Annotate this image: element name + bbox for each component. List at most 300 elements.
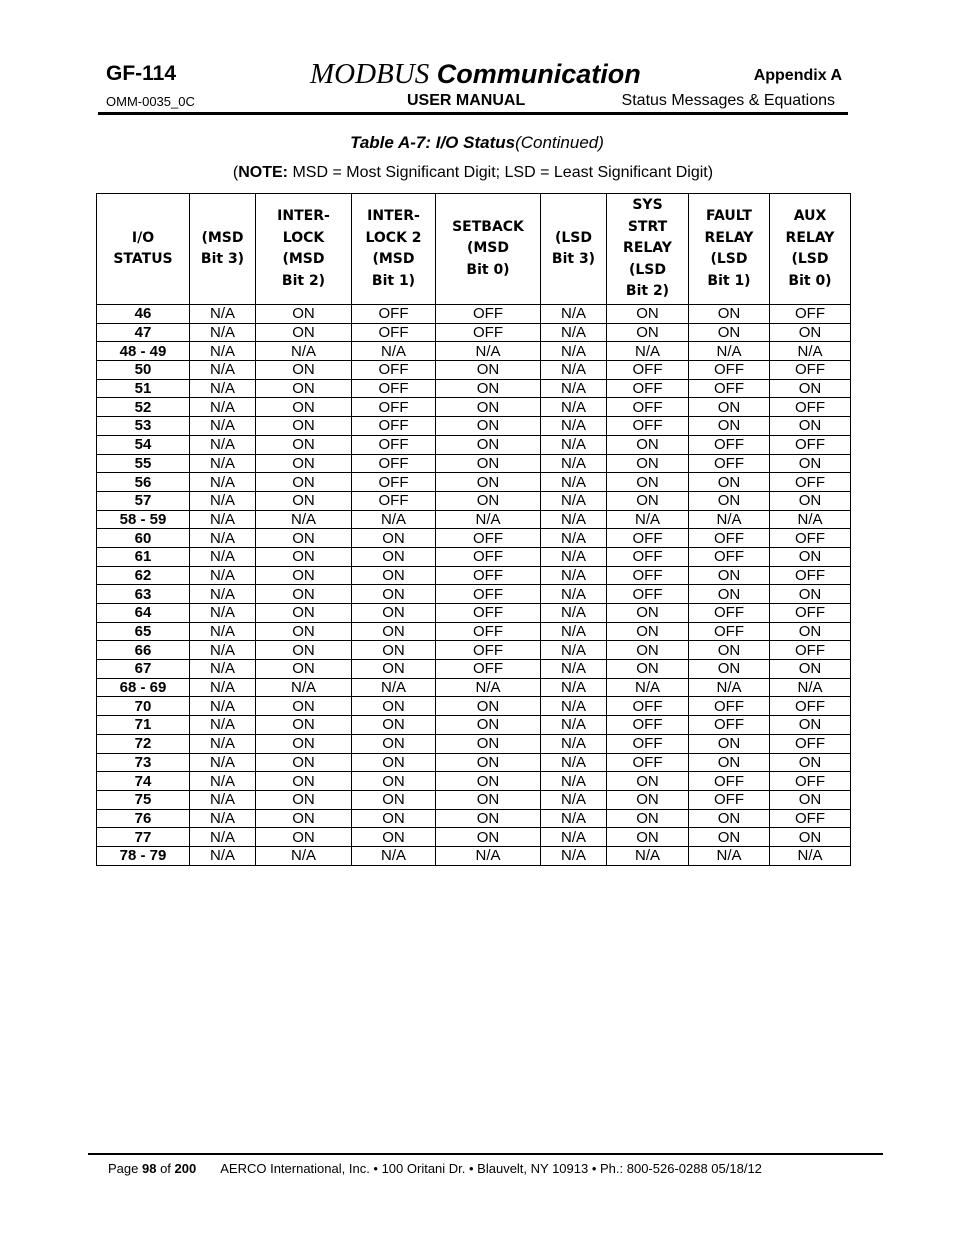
table-row: [97, 585, 851, 604]
table-cell: N/A: [541, 660, 607, 679]
column-header-line: Bit 0): [788, 272, 832, 289]
table-cell: N/A: [541, 697, 607, 716]
table-row: [97, 734, 851, 753]
table-cell: ON: [256, 753, 352, 772]
table-cell: ON: [352, 772, 436, 791]
column-header-line: Bit 3): [551, 251, 596, 267]
table-cell: ON: [352, 716, 436, 735]
column-header-line: (MSD: [201, 229, 244, 246]
table-cell: N/A: [436, 510, 541, 529]
table-cell: N/A: [190, 547, 256, 566]
table-row: [97, 491, 851, 510]
io-status-cell: 53: [97, 417, 190, 436]
table-cell: OFF: [352, 305, 436, 324]
io-status-cell: 68 - 69: [97, 678, 190, 697]
io-status-cell: 46: [97, 305, 190, 324]
table-cell: ON: [256, 641, 352, 660]
table-cell: OFF: [607, 417, 689, 436]
table-cell: ON: [256, 379, 352, 398]
io-status-cell: 50: [97, 361, 190, 380]
io-status-cell: 70: [97, 697, 190, 716]
table-cell: OFF: [436, 566, 541, 585]
table-cell: OFF: [352, 454, 436, 473]
table-cell: OFF: [689, 547, 770, 566]
table-cell: N/A: [352, 846, 436, 865]
table-cell: N/A: [190, 622, 256, 641]
column-header-line: LOCK: [282, 229, 325, 246]
table-cell: ON: [607, 641, 689, 660]
table-cell: N/A: [256, 342, 352, 361]
table-cell: N/A: [190, 473, 256, 492]
table-cell: OFF: [689, 697, 770, 716]
table-cell: ON: [352, 790, 436, 809]
table-cell: ON: [436, 809, 541, 828]
manual-label: USER MANUAL: [407, 92, 526, 109]
table-row: [97, 323, 851, 342]
table-cell: ON: [256, 716, 352, 735]
table-cell: OFF: [436, 529, 541, 548]
table-cell: N/A: [541, 361, 607, 380]
table-cell: N/A: [256, 510, 352, 529]
io-status-cell: 78 - 79: [97, 846, 190, 865]
table-cell: ON: [436, 454, 541, 473]
table-cell: OFF: [770, 305, 851, 324]
table-cell: ON: [607, 828, 689, 847]
column-header: [770, 194, 851, 305]
table-cell: N/A: [541, 585, 607, 604]
table-title-continued: (Continued): [515, 133, 604, 152]
table-cell: OFF: [689, 361, 770, 380]
table-cell: OFF: [607, 547, 689, 566]
note-text: MSD = Most Significant Digit; LSD = Least Significant Digit): [288, 164, 714, 181]
table-cell: ON: [352, 566, 436, 585]
io-status-cell: 67: [97, 660, 190, 679]
table-cell: N/A: [607, 678, 689, 697]
column-header-line: Bit 1): [371, 272, 416, 289]
table-cell: OFF: [770, 734, 851, 753]
table-cell: N/A: [541, 417, 607, 436]
table-cell: OFF: [607, 379, 689, 398]
table-cell: N/A: [190, 790, 256, 809]
table-cell: OFF: [352, 435, 436, 454]
table-row: [97, 379, 851, 398]
table-cell: ON: [352, 753, 436, 772]
table-cell: ON: [770, 379, 851, 398]
table-cell: N/A: [541, 510, 607, 529]
table-cell: ON: [770, 828, 851, 847]
table-cell: ON: [607, 809, 689, 828]
table-cell: OFF: [436, 604, 541, 623]
table-row: [97, 510, 851, 529]
table-cell: ON: [256, 361, 352, 380]
title-modbus: MODBUS: [310, 58, 430, 90]
column-header-line: (LSD: [628, 261, 667, 278]
table-cell: ON: [689, 305, 770, 324]
table-cell: OFF: [689, 454, 770, 473]
io-status-cell: 61: [97, 547, 190, 566]
table-cell: ON: [352, 585, 436, 604]
table-cell: OFF: [436, 660, 541, 679]
table-cell: OFF: [607, 585, 689, 604]
table-cell: ON: [689, 473, 770, 492]
table-cell: ON: [770, 753, 851, 772]
table-cell: N/A: [190, 566, 256, 585]
table-cell: ON: [256, 454, 352, 473]
section-label: Status Messages & Equations: [621, 92, 835, 109]
column-header-line: FAULT: [706, 208, 752, 224]
footer-rule: [88, 1153, 883, 1155]
table-cell: ON: [352, 697, 436, 716]
table-cell: N/A: [190, 398, 256, 417]
table-cell: ON: [436, 734, 541, 753]
column-header: [256, 194, 352, 305]
table-cell: OFF: [352, 398, 436, 417]
table-cell: OFF: [352, 379, 436, 398]
io-status-cell: 55: [97, 454, 190, 473]
table-cell: ON: [352, 529, 436, 548]
table-cell: ON: [256, 604, 352, 623]
table-cell: OFF: [689, 529, 770, 548]
table-cell: N/A: [541, 790, 607, 809]
table-cell: ON: [689, 734, 770, 753]
io-status-cell: 54: [97, 435, 190, 454]
column-header-line: Bit 1): [707, 272, 751, 289]
table-cell: N/A: [541, 529, 607, 548]
table-row: [97, 846, 851, 865]
table-cell: N/A: [190, 697, 256, 716]
table-row: [97, 716, 851, 735]
table-cell: ON: [689, 660, 770, 679]
column-header-line: Bit 2): [625, 283, 670, 300]
table-cell: N/A: [541, 398, 607, 417]
column-header-line: (LSD: [791, 251, 829, 267]
table-cell: N/A: [541, 566, 607, 585]
table-title: [0, 133, 954, 153]
table-cell: OFF: [770, 809, 851, 828]
table-cell: N/A: [541, 734, 607, 753]
table-cell: OFF: [689, 772, 770, 791]
column-header-line: AUX: [793, 208, 827, 224]
column-header-line: Bit 0): [466, 261, 510, 278]
table-cell: ON: [436, 491, 541, 510]
table-cell: ON: [436, 417, 541, 436]
table-cell: ON: [607, 604, 689, 623]
io-status-cell: 73: [97, 753, 190, 772]
table-cell: N/A: [190, 641, 256, 660]
table-cell: ON: [770, 790, 851, 809]
table-cell: N/A: [770, 342, 851, 361]
table-cell: ON: [256, 491, 352, 510]
table-cell: OFF: [352, 491, 436, 510]
table-cell: ON: [689, 753, 770, 772]
table-cell: OFF: [689, 379, 770, 398]
table-row: [97, 697, 851, 716]
table-cell: N/A: [541, 379, 607, 398]
table-row: [97, 660, 851, 679]
table-cell: ON: [352, 734, 436, 753]
table-cell: ON: [256, 435, 352, 454]
column-header-line: (MSD: [466, 240, 510, 257]
table-cell: OFF: [770, 361, 851, 380]
column-header-line: STATUS: [113, 251, 173, 267]
document-title: [310, 58, 641, 91]
note-label: NOTE:: [238, 164, 289, 181]
table-cell: N/A: [190, 660, 256, 679]
table-cell: OFF: [352, 473, 436, 492]
table-row: [97, 398, 851, 417]
title-communication: Communication: [436, 59, 641, 89]
column-header-line: STRT: [627, 218, 668, 235]
company-info: AERCO International, Inc. • 100 Oritani Dr. • Blauvelt, NY 10913 • Ph.: 800-526-0288 05/18/12: [220, 1161, 762, 1176]
io-status-cell: 72: [97, 734, 190, 753]
column-header: [190, 194, 256, 305]
table-cell: N/A: [436, 678, 541, 697]
table-cell: N/A: [770, 510, 851, 529]
table-cell: ON: [770, 491, 851, 510]
table-cell: N/A: [541, 641, 607, 660]
column-header: [352, 194, 436, 305]
table-cell: ON: [436, 379, 541, 398]
table-cell: N/A: [541, 305, 607, 324]
table-cell: N/A: [541, 678, 607, 697]
column-header-line: (MSD: [372, 251, 415, 267]
table-cell: ON: [689, 323, 770, 342]
table-cell: OFF: [770, 604, 851, 623]
table-cell: ON: [256, 790, 352, 809]
table-cell: ON: [689, 809, 770, 828]
table-cell: OFF: [607, 566, 689, 585]
table-cell: OFF: [436, 305, 541, 324]
table-cell: N/A: [689, 510, 770, 529]
io-status-cell: 48 - 49: [97, 342, 190, 361]
table-cell: ON: [770, 323, 851, 342]
table-cell: N/A: [190, 323, 256, 342]
io-status-cell: 66: [97, 641, 190, 660]
table-cell: N/A: [256, 846, 352, 865]
io-status-cell: 60: [97, 529, 190, 548]
table-row: [97, 547, 851, 566]
table-cell: ON: [256, 622, 352, 641]
io-status-table: [96, 193, 851, 866]
table-header-row: [97, 194, 851, 305]
table-row: [97, 305, 851, 324]
table-cell: N/A: [190, 828, 256, 847]
table-cell: ON: [770, 454, 851, 473]
table-cell: N/A: [256, 678, 352, 697]
table-row: [97, 809, 851, 828]
table-row: [97, 473, 851, 492]
table-row: [97, 641, 851, 660]
table-cell: N/A: [689, 342, 770, 361]
table-cell: N/A: [190, 379, 256, 398]
column-header-line: Bit 2): [281, 272, 326, 289]
table-cell: OFF: [770, 772, 851, 791]
table-cell: N/A: [770, 678, 851, 697]
column-header-line: LOCK 2: [365, 229, 422, 246]
io-status-cell: 51: [97, 379, 190, 398]
table-cell: OFF: [436, 641, 541, 660]
table-cell: ON: [436, 398, 541, 417]
table-cell: N/A: [436, 342, 541, 361]
table-cell: ON: [256, 772, 352, 791]
table-cell: N/A: [352, 678, 436, 697]
column-header: [689, 194, 770, 305]
table-cell: ON: [607, 435, 689, 454]
table-cell: N/A: [190, 361, 256, 380]
table-cell: N/A: [607, 342, 689, 361]
table-row: [97, 435, 851, 454]
io-status-cell: 65: [97, 622, 190, 641]
table-cell: N/A: [190, 604, 256, 623]
io-status-cell: 63: [97, 585, 190, 604]
table-cell: ON: [436, 361, 541, 380]
io-status-cell: 47: [97, 323, 190, 342]
table-cell: N/A: [541, 454, 607, 473]
io-status-cell: 76: [97, 809, 190, 828]
column-header-line: INTER-: [367, 208, 420, 224]
io-status-cell: 77: [97, 828, 190, 847]
table-cell: OFF: [770, 435, 851, 454]
table-cell: ON: [689, 398, 770, 417]
table-cell: ON: [689, 828, 770, 847]
table-cell: N/A: [190, 417, 256, 436]
table-row: [97, 454, 851, 473]
table-row: [97, 790, 851, 809]
table-cell: ON: [689, 417, 770, 436]
column-header-line: SYS: [632, 197, 663, 214]
table-cell: ON: [770, 417, 851, 436]
io-status-cell: 71: [97, 716, 190, 735]
table-cell: OFF: [607, 529, 689, 548]
table-cell: N/A: [541, 772, 607, 791]
table-cell: ON: [770, 716, 851, 735]
table-cell: OFF: [607, 697, 689, 716]
table-cell: OFF: [607, 361, 689, 380]
table-cell: N/A: [607, 510, 689, 529]
table-cell: OFF: [689, 622, 770, 641]
table-cell: OFF: [352, 417, 436, 436]
table-cell: N/A: [190, 454, 256, 473]
table-cell: N/A: [541, 435, 607, 454]
table-cell: N/A: [190, 809, 256, 828]
table-cell: ON: [256, 660, 352, 679]
table-cell: ON: [607, 473, 689, 492]
table-cell: OFF: [689, 435, 770, 454]
table-cell: ON: [607, 790, 689, 809]
table-row: [97, 678, 851, 697]
table-cell: OFF: [689, 790, 770, 809]
table-cell: ON: [607, 660, 689, 679]
table-cell: ON: [436, 772, 541, 791]
table-cell: ON: [256, 585, 352, 604]
table-cell: N/A: [541, 753, 607, 772]
table-cell: ON: [256, 323, 352, 342]
table-cell: ON: [352, 622, 436, 641]
table-cell: N/A: [689, 678, 770, 697]
table-cell: ON: [436, 790, 541, 809]
table-cell: ON: [436, 716, 541, 735]
io-status-cell: 64: [97, 604, 190, 623]
page-of: of: [156, 1161, 175, 1176]
table-row: [97, 828, 851, 847]
table-cell: OFF: [436, 622, 541, 641]
column-header-line: RELAY: [785, 229, 835, 246]
io-status-cell: 57: [97, 491, 190, 510]
table-cell: ON: [607, 491, 689, 510]
column-header-line: RELAY: [704, 229, 754, 246]
table-cell: N/A: [190, 585, 256, 604]
table-cell: ON: [256, 305, 352, 324]
table-cell: N/A: [541, 342, 607, 361]
table-cell: OFF: [770, 641, 851, 660]
io-status-cell: 75: [97, 790, 190, 809]
doc-number: OMM-0035_0C: [106, 94, 195, 109]
table-cell: N/A: [689, 846, 770, 865]
table-cell: ON: [352, 604, 436, 623]
table-row: [97, 417, 851, 436]
table-cell: OFF: [770, 697, 851, 716]
column-header: [607, 194, 689, 305]
table-cell: ON: [256, 529, 352, 548]
column-header-line: I/O: [131, 229, 155, 246]
table-cell: ON: [770, 547, 851, 566]
table-cell: ON: [352, 547, 436, 566]
column-header-line: INTER-: [277, 208, 330, 224]
table-cell: ON: [436, 828, 541, 847]
table-cell: ON: [770, 585, 851, 604]
table-cell: N/A: [770, 846, 851, 865]
table-cell: N/A: [190, 435, 256, 454]
table-cell: N/A: [541, 473, 607, 492]
note-open-paren: (: [232, 164, 239, 181]
table-cell: ON: [256, 828, 352, 847]
table-cell: OFF: [770, 566, 851, 585]
table-cell: N/A: [190, 305, 256, 324]
table-cell: ON: [256, 398, 352, 417]
page-prefix: Page: [108, 1161, 142, 1176]
table-row: [97, 361, 851, 380]
table-cell: OFF: [689, 716, 770, 735]
table-cell: N/A: [541, 846, 607, 865]
table-row: [97, 753, 851, 772]
table-title-main: Table A-7: I/O Status: [350, 133, 516, 152]
table-row: [97, 566, 851, 585]
io-status-cell: 52: [97, 398, 190, 417]
column-header: [436, 194, 541, 305]
table-cell: ON: [256, 473, 352, 492]
table-cell: ON: [352, 828, 436, 847]
table-cell: ON: [436, 473, 541, 492]
table-cell: OFF: [770, 398, 851, 417]
table-cell: ON: [436, 697, 541, 716]
table-cell: ON: [352, 641, 436, 660]
column-header: [97, 194, 190, 305]
table-cell: ON: [607, 622, 689, 641]
table-cell: N/A: [541, 491, 607, 510]
table-cell: ON: [436, 435, 541, 454]
table-cell: ON: [770, 622, 851, 641]
table-cell: ON: [352, 660, 436, 679]
table-cell: ON: [256, 566, 352, 585]
table-row: [97, 342, 851, 361]
table-cell: N/A: [190, 716, 256, 735]
table-cell: OFF: [607, 398, 689, 417]
table-cell: N/A: [190, 342, 256, 361]
column-header-line: (LSD: [710, 251, 748, 267]
table-cell: ON: [689, 641, 770, 660]
appendix-label: Appendix A: [753, 67, 842, 84]
table-note: [0, 164, 946, 182]
